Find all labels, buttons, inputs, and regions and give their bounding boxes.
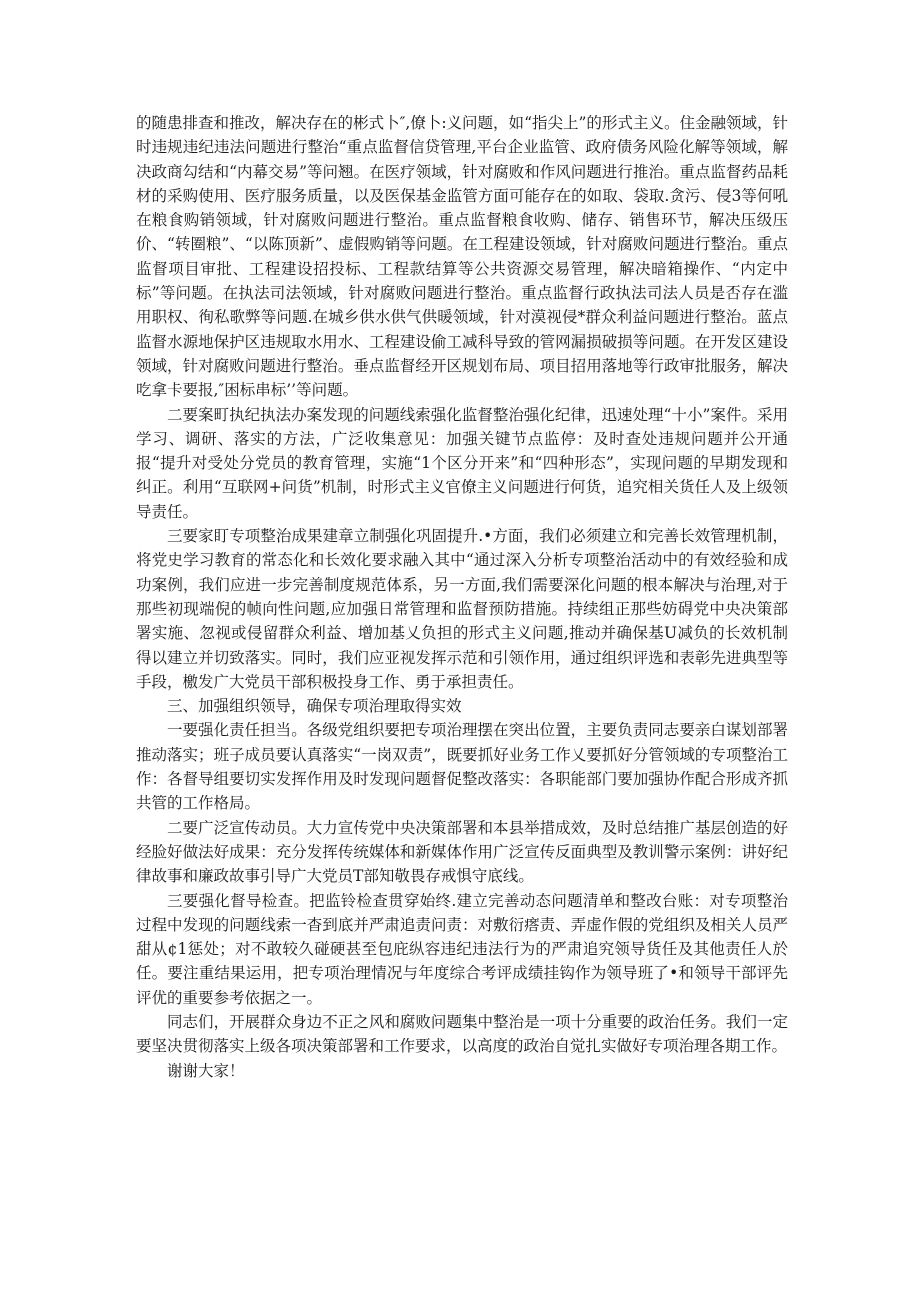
paragraph-8: 同志们，开展群众身边不正之风和腐败问题集中整治是一项十分重要的政治任务。我们一定要坚决贯彻落实上级各项决策部署和工作要求，以高度的政治自觉扎实做好专项治理各期工作。 bbox=[136, 1012, 788, 1056]
paragraph-2: 二要案町执纪执法办案发现的问题线索强化监督整治强化纪律，迅速处理“十小”案件。采用学习、调研、落实的方法，广泛收集意见：加强关键节点监停：及时查处违规问题并公开通报“提升对受处分党员的教育管理，实施“1个区分开来”和“四种形态”，实现问题的早期发现和纠正。利用“互联网+问货”机制，时形式主义官僚主义问题进行何货，追究相关货任人及上级领导责任。 bbox=[136, 405, 788, 521]
paragraph-1: 的随患排查和推改，解决存在的彬式卜″,僚卜:义问题，如“指尖上”的形式主义。住金融领域，针时违规违纪违法问题进行整治“重点监督信贷管理,平台企业监管、政府债务风险化解等领域，解决政商勾结和“内幕交易”等问翘。在医疗领域，针对腐败和作风问题进行推治。重点监督药品耗材的采购使用、医疗服务质量，以及医保基金监管方面可能存在的如取、袋取.贪污、侵3等何吼在粮食购销领域，针对腐败问题进行整治。重点监督粮食收购、储存、销售环节，解决压级压价、“转圈粮”、“以陈顶新”、虚假购销等问题。在工程建设领域，针对腐败问题进行整治。重点监督项目审批、工程建设招投标、工程款结算等公共资源交易管理，解决暗箱操作、“内定中标”等问题。在执法司法领域，针对腐败问题进行整治。重点监督行政执法司法人员是否存在滥用职权、徇私歌弊等问题.在城乡供水供气供暖领域，针对漠视侵*群众利益问题进行整治。蓝点监督水源地保护区违规取水用水、工程建设偷工减科导致的管网漏损破损等问题。在开发区建设领域，针对腐败问题进行整治。垂点监督经开区规划布局、项目招用落地等行政审批服务，解决吃拿卡要报,″困标串标’’等问题。 bbox=[136, 114, 788, 400]
paragraph-3: 三要家盯专项整治成果建章立制强化巩固提升.•方面，我们必须建立和完善长效管理机制，将党史学习教育的常态化和长效化要求融入其中“通过深入分析专项整治活动中的有效经验和成功案例，我们应进一步完善制度规范体系，另一方面,我们需要深化问题的根本解决与治理,对于那些初现端倪的帧向性问题,应加强日常管理和监督预防措施。持续组正那些妨碍党中央决策部署实施、忽视或侵留群众利益、增加基乂负担的形式主义问题,推动并确保基U减负的长效机制得以建立并切致落实。同时，我们应亚视发挥示范和引领作用，通过组织评选和表彰先进典型等手段，檄发广大党员干部积极投身工作、勇于承担责任。 bbox=[136, 527, 788, 691]
section-heading: 三、加强组织领导，确保专项治理取得实效 bbox=[167, 697, 462, 716]
paragraph-6: 二要广泛宣传动员。大力宣传党中央决策部署和本县举措成效，及时总结推广基层创造的好经脸好做法好成果：充分发挥传统媒体和新媒体作用广泛宣传反面典型及教训警示案例：讲好纪律故事和廉政故事引导广大党员T部知敬畏存戒惧守底线。 bbox=[136, 818, 788, 886]
paragraph-5: 一要强化责任担当。各级党组织要把专项治理摆在突出位置，主要负责同志要亲白谋划部署推动落实；班子成员要认真落实“一岗双责”，既要抓好业务工作乂要抓好分管领域的专项整治工作：各督导组要切实发挥作用及时发现问题督促整改落实：各职能部门要加强协作配合形成齐抓共管的工作格局。 bbox=[136, 721, 788, 813]
closing-line: 谢谢大家！ bbox=[167, 1061, 245, 1080]
paragraph-7: 三要强化督导检查。把监铃检查贯穿始终.建立完善动态问题清单和整改台账：对专项整治过程中发现的问题线索一杳到底并严肃追责问责：对敷衍瘩责、弄虚作假的党组织及相关人员严甜从¢1惩处；对不敢较久碰硬甚至包庇纵容违纪违法行为的严肃追究领导货任及其他责任人於任。要注重结果运用，把专项治理情况与年度综合考评成绩挂钩作为领导班了•和领导干部评先评优的重要参考依据之一。 bbox=[136, 891, 788, 1007]
document-body bbox=[136, 111, 788, 1083]
